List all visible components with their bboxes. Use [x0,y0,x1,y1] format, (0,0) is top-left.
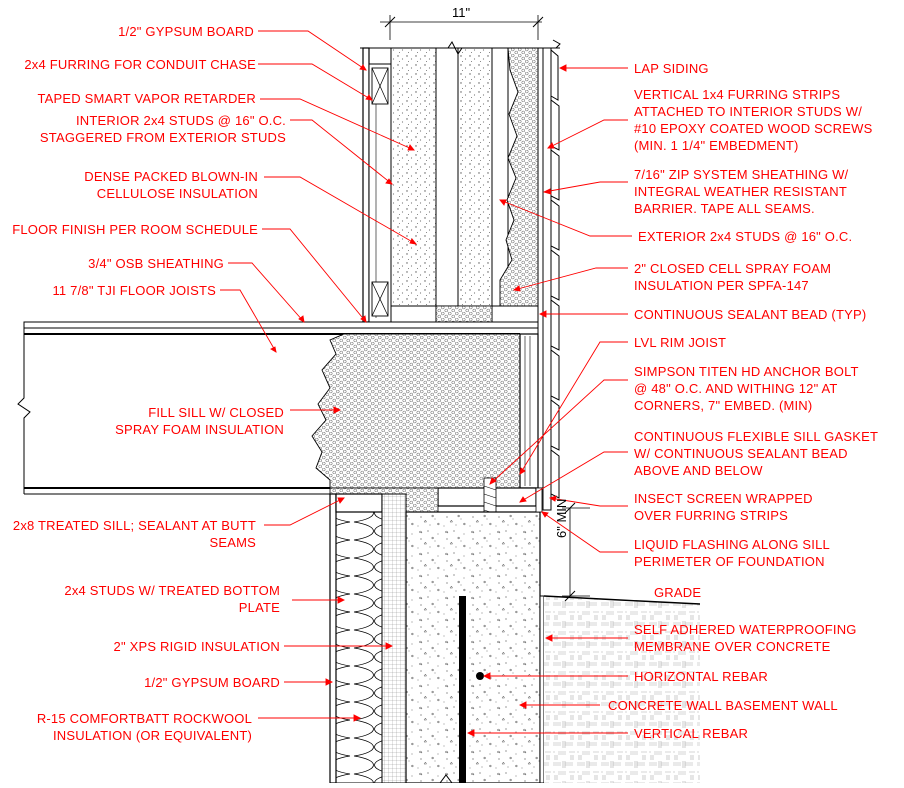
label-horizontal-rebar: HORIZONTAL REBAR [634,669,768,684]
label-osb: 3/4" OSB SHEATHING [88,256,224,271]
label-sill-gasket: CONTINUOUS FLEXIBLE SILL GASKET W/ CONTINUOUS SEALANT BEAD ABOVE AND BELOW [634,429,879,478]
label-tji: 11 7/8" TJI FLOOR JOISTS [52,283,216,298]
label-furring-strips: VERTICAL 1x4 FURRING STRIPS ATTACHED TO INTERIOR STUDS W/ #10 EPOXY COATED WOOD SCREWS (MIN. 1 1/4" EMBEDMENT) [634,87,873,153]
lap-siding [551,40,560,498]
label-interior-studs: INTERIOR 2x4 STUDS @ 16" O.C. STAGGERED FROM EXTERIOR STUDS [39,113,286,145]
label-grade: GRADE [654,585,702,600]
label-insect-screen: INSECT SCREEN WRAPPED OVER FURRING STRIPS [634,491,813,523]
label-exterior-studs: EXTERIOR 2x4 STUDS @ 16" O.C. [638,229,853,244]
label-vertical-rebar: VERTICAL REBAR [634,726,749,741]
label-rockwool: R-15 COMFORTBATT ROCKWOOL INSULATION (OR EQUIVALENT) [36,711,252,743]
label-waterproofing: SELF ADHERED WATERPROOFING MEMBRANE OVER CONCRETE [634,622,857,654]
label-gypsum-board-top: 1/2" GYPSUM BOARD [118,24,254,39]
label-fill-sill: FILL SILL W/ CLOSED SPRAY FOAM INSULATION [115,405,284,437]
label-closed-cell: 2" CLOSED CELL SPRAY FOAM INSULATION PER SPFA-147 [634,261,832,293]
label-lvl-rim: LVL RIM JOIST [634,335,727,350]
label-treated-sill: 2x8 TREATED SILL; SEALANT AT BUTT SEAMS [12,518,256,550]
label-furring-conduit: 2x4 FURRING FOR CONDUIT CHASE [24,57,256,72]
label-floor-finish: FLOOR FINISH PER ROOM SCHEDULE [12,222,258,237]
label-zip-sheathing: 7/16" ZIP SYSTEM SHEATHING W/ INTEGRAL WEATHER RESISTANT BARRIER. TAPE ALL SEAMS. [634,167,849,216]
label-studs-bottom-plate: 2x4 STUDS W/ TREATED BOTTOM PLATE [64,583,280,615]
label-liquid-flashing: LIQUID FLASHING ALONG SILL PERIMETER OF FOUNDATION [634,537,830,569]
label-sealant-bead: CONTINUOUS SEALANT BEAD (TYP) [634,307,867,322]
label-concrete-wall: CONCRETE WALL BASEMENT WALL [608,698,838,713]
label-lap-siding: LAP SIDING [634,61,709,76]
label-vapor-retarder: TAPED SMART VAPOR RETARDER [37,91,256,106]
label-xps: 2" XPS RIGID INSULATION [113,639,280,654]
dim-six-inch-min: 6" MIN [554,498,569,538]
label-cellulose: DENSE PACKED BLOWN-IN CELLULOSE INSULATION [84,169,258,201]
label-gypsum-board-bottom: 1/2" GYPSUM BOARD [144,675,280,690]
dim-wall-thickness: 11" [452,5,471,20]
label-anchor-bolt: SIMPSON TITEN HD ANCHOR BOLT @ 48" O.C. AND WITHING 12" AT CORNERS, 7" EMBED. (MIN) [634,364,859,413]
